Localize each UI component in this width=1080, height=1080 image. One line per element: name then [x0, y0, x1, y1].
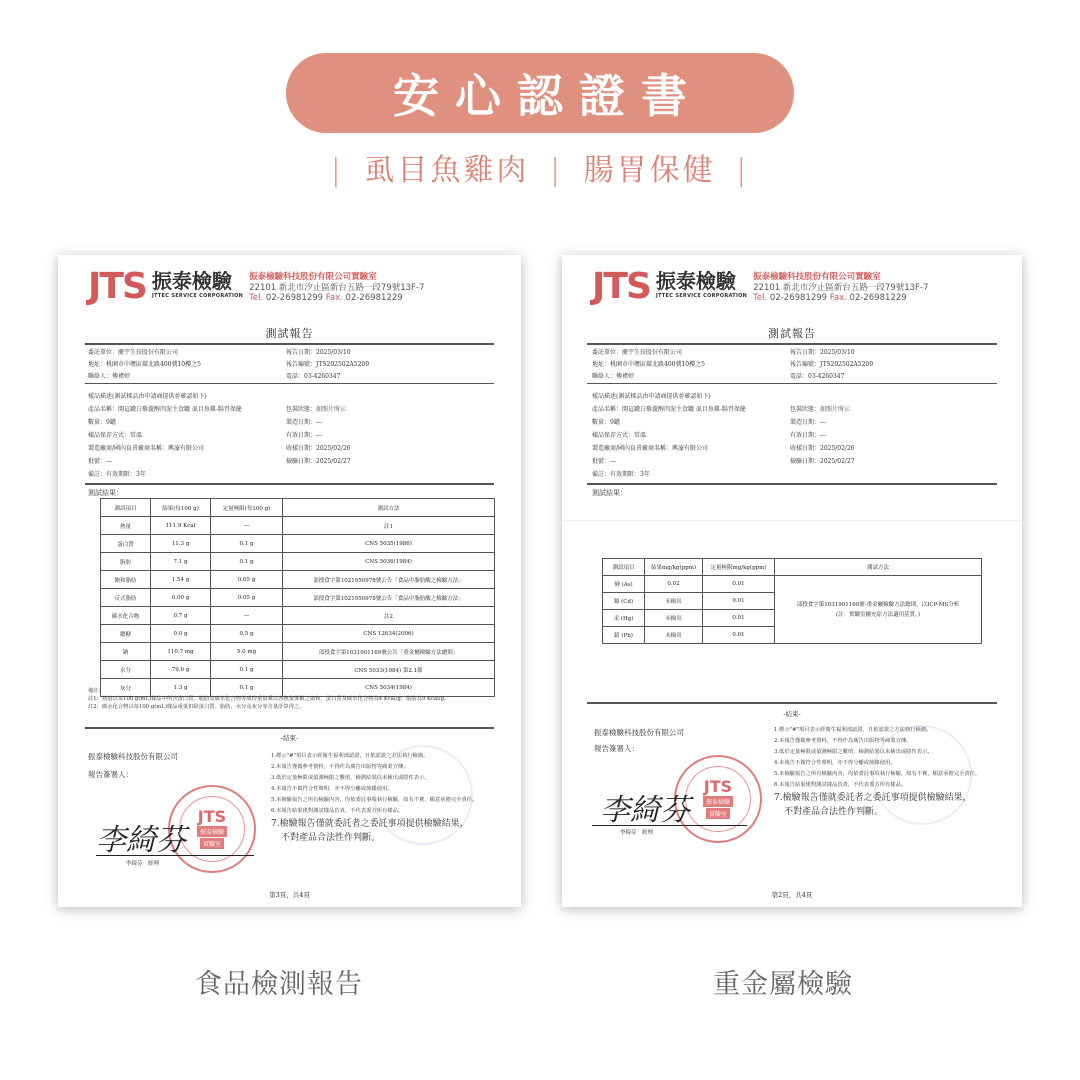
end-mark: -結束- [783, 710, 801, 718]
heavy-metal-results-table [602, 558, 982, 644]
results-heading: 測試結果： [592, 489, 627, 497]
table-row: 碳水化合物 0.7 g --- 註2 [101, 607, 495, 625]
remark-field: 備註：有效期限：3年 [88, 471, 146, 478]
received-date-field: 收樣日期：2025/02/26 [790, 445, 855, 452]
lab-company: 振泰檢驗科技股份有限公司實驗室 [249, 272, 377, 282]
report-date-field: 報告日期：2025/03/10 [790, 349, 855, 356]
client-field: 委託單位：慶宇生技股份有限公司 [88, 349, 179, 356]
test-date-field: 檢驗日期：2025/02/27 [790, 458, 855, 465]
divider [587, 383, 997, 384]
product-name-field: 產品名稱：開這罐白藜蘆醇肉泥主食罐 虱目魚雞-腸胃保健 [88, 406, 242, 413]
lab-letterhead [592, 266, 929, 307]
separator: | [549, 153, 564, 188]
manufacture-date-field: 製造日期：--- [286, 419, 323, 426]
expiry-date-field: 有效日期：--- [790, 432, 827, 439]
report-number-field: 報告編號：JTS202502A5209 [790, 361, 874, 368]
column-header: 測試方法 [775, 559, 982, 576]
lab-name-cn: 振泰檢驗 [151, 269, 232, 293]
table-row: 鈉 110.7 mg 5.0 mg 部授食字第1031901169號公告「重金屬檢驗方法總則」 [101, 643, 495, 661]
signer-name: 李綺芬 經理 [126, 861, 160, 867]
lab-name-en: JTTEC SERVICE CORPORATION [655, 293, 748, 299]
lab-company: 振泰檢驗科技股份有限公司實驗室 [753, 272, 881, 282]
signer-label: 報告簽署人： [88, 770, 133, 779]
table-row: 鎘 (Cd) 未檢出 0.01 [603, 593, 982, 610]
page-fold-line [562, 520, 1022, 521]
nutrition-results-table [100, 498, 495, 697]
subtitle-part-2: 腸胃保健 [583, 153, 716, 188]
heavy-metal-report-document [562, 255, 1022, 907]
jts-stamp-logo-icon: JTS [197, 807, 227, 826]
divider [587, 702, 997, 704]
phone-field: 電話：03-4260347 [286, 373, 341, 380]
table-row: 汞 (Hg) 未檢出 0.01 [603, 610, 982, 627]
table-row: 熱量 111.9 Kcal --- 註1 [101, 517, 495, 535]
column-header: 測試項目 [101, 499, 151, 517]
table-header-row [603, 559, 982, 576]
jts-logo-icon: JTS [88, 266, 146, 307]
heavy-metal-caption: 重金屬檢驗 [713, 969, 853, 1000]
table-row: 蛋白質 11.3 g 0.1 g CNS 5035(1986) [101, 535, 495, 553]
column-header: 結果mg/kg(ppm) [645, 559, 703, 576]
column-header: 結果(每100 g) [151, 499, 211, 517]
handwritten-signature: 李綺芬 [96, 823, 186, 858]
results-heading: 測試結果： [88, 489, 123, 497]
report-number-field: 報告編號：JTS202502A5209 [286, 361, 370, 368]
divider [85, 383, 494, 384]
storage-field: 樣品保存方式：常溫 [592, 432, 647, 439]
received-date-field: 收樣日期：2025/02/26 [286, 445, 351, 452]
column-header: 定量極限mg/kg(ppm) [703, 559, 775, 576]
manufacturer-field: 製造廠商/國內負責廠商名稱：興濠有限公司 [88, 445, 205, 452]
divider [85, 727, 494, 729]
lab-address: 22101 新北市汐止區新台五路一段79號13F-7 [753, 282, 929, 293]
lab-contact: Tel. 02-26981299 Fax. 02-26981229 [753, 293, 907, 303]
batch-field: 批號：--- [88, 458, 113, 465]
lab-letterhead [88, 266, 425, 307]
report-notes: 備註: 註1：熱量以每100 g(mL)樣品中所含蛋白質、脂肪及碳水化合物等成份重量乘以各熱量係數之總和，蛋白質及碳水化合物為4 Kcal/g；脂肪為9 Kcal/g。 註2：碳水化合物以每100 g(mL)樣品重量扣除蛋白質、脂肪、水分及灰分等含量計算得之。 [88, 688, 450, 710]
table-row: 脂肪 7.1 g 0.1 g CNS 5036(1984) [101, 553, 495, 571]
lab-name-en: JTTEC SERVICE CORPORATION [151, 293, 244, 299]
jts-logo-icon: JTS [592, 266, 650, 307]
disclaimer-list: 1.標示"#"項目表示經衛生福利部認證，且依認證之方法執行檢測。 2.本報告僅做參考資料，不得作為廣告出版物等商業宣傳。 3.低於定量極限或偵測極限之數值，檢測結果以未檢出或陰性表示。 4.本報告不做符合性聲明，亦不得分離或節錄使用。 5.本檢驗報告之所有檢驗內容，均依委託事項執行檢驗，如有不實，願意承擔完全責任。 6.本報告結果僅對測試樣品負責，不代表委方所有樣品。 7.檢驗報告僅就委託者之委託事項提供檢驗結果， 不對產品合法性作判斷。 [271, 753, 478, 843]
report-date-field: 報告日期：2025/03/10 [286, 349, 351, 356]
quantity-field: 數量：9罐 [592, 419, 620, 426]
lab-name-cn: 振泰檢驗 [655, 269, 736, 293]
manufacture-date-field: 製造日期：--- [790, 419, 827, 426]
subtitle-part-1: 虱目魚雞肉 [364, 153, 530, 188]
end-mark: -結束- [280, 734, 299, 742]
product-name-field: 產品名稱：開這罐白藜蘆醇肉泥主食罐 虱目魚雞-腸胃保健 [592, 406, 746, 413]
divider [85, 483, 494, 485]
column-header: 測試方法 [283, 499, 495, 517]
column-header: 測試項目 [603, 559, 645, 576]
jts-stamp-logo-icon: JTS [703, 777, 733, 796]
table-row: 飽和脂肪 1.54 g 0.05 g 部授食字第1021950978號公告「食品中脂肪酸之檢驗方法」 [101, 571, 495, 589]
divider [587, 483, 997, 485]
signer-label: 報告簽署人： [594, 744, 639, 753]
separator: | [736, 153, 750, 188]
table-row: 總糖 0.0 g 0.5 g CNS 12634(2006) [101, 625, 495, 643]
lab-seal-stamp: JTS 振泰檢驗 實驗室 [674, 755, 762, 843]
certificate-title-banner [286, 53, 794, 133]
packaging-field: 包裝狀態：如照片所示 [286, 406, 347, 413]
signature-line [96, 855, 254, 856]
table-row: 鉛 (Pb) 未檢出 0.01 [603, 627, 982, 644]
table-row: 砷 (As) 0.02 0.01 部授食字第1031901160號-重金屬檢驗方法總則，以ICP-MS分析 (註：實驗室擴充原方法適用基質。) [603, 576, 982, 593]
column-header: 定量極限(每100 g) [211, 499, 283, 517]
quantity-field: 數量：9罐 [88, 419, 116, 426]
lab-seal-stamp: JTS 振泰檢驗 實驗室 [168, 785, 256, 873]
test-method-cell: 部授食字第1031901160號-重金屬檢驗方法總則，以ICP-MS分析 (註：實驗室擴充原方法適用基質。) [775, 576, 982, 644]
disclaimer-list: 1.標示"#"項目表示經衛生福利部認證，且依認證之方法執行檢測。 2.本報告僅做參考資料，不得作為廣告出版物等商業宣傳。 3.低於定量極限或偵測極限之數值，檢測結果以未檢出或陰性表示。 4.本報告不做符合性聲明，亦不得分離或節錄使用。 5.本檢驗報告之所有檢驗內容，均依委託事項執行檢驗，如有不實，願意承擔完全責任。 6.本報告結果僅對測試樣品負責，不代表委方所有樣品。 7.檢驗報告僅就委託者之委託事項提供檢驗結果， 不對產品合法性作判斷。 [774, 727, 981, 817]
signature-line [592, 825, 747, 826]
table-row: 灰分 1.3 g 0.1 g CNS 5034(1984) [101, 679, 495, 697]
address-field: 地址：桃園市中壢區環北路400號10樓之5 [592, 361, 705, 368]
packaging-field: 包裝狀態：如照片所示 [790, 406, 851, 413]
contact-field: 聯絡人：傅禕婷 [592, 373, 635, 380]
report-title: 測試報告 [768, 327, 816, 340]
sample-heading: 樣品描述(測試樣品由申請商提供並確認如下) [88, 393, 207, 400]
signing-company: 振泰檢驗科技股份有限公司 [88, 752, 178, 761]
phone-field: 電話：03-4260347 [790, 373, 845, 380]
divider [85, 343, 494, 345]
expiry-date-field: 有效日期：--- [286, 432, 323, 439]
signing-company: 振泰檢驗科技股份有限公司 [594, 728, 684, 737]
contact-field: 聯絡人：傅禕婷 [88, 373, 131, 380]
separator: | [330, 153, 344, 188]
manufacturer-field: 製造廠商/國內負責廠商名稱：興濠有限公司 [592, 445, 709, 452]
lab-address: 22101 新北市汐止區新台五路一段79號13F-7 [249, 282, 425, 293]
remark-field: 備註：有效期限：3年 [592, 471, 650, 478]
signer-name: 李綺芬 經理 [620, 830, 654, 836]
sample-heading: 樣品描述(測試樣品由申請商提供並確認如下) [592, 393, 711, 400]
table-row: 反式脂肪 0.00 g 0.05 g 部授食字第1021950978號公告「食品中脂肪酸之檢驗方法」 [101, 589, 495, 607]
storage-field: 樣品保存方式：常溫 [88, 432, 143, 439]
food-test-report-document [58, 255, 521, 907]
page-number: 第3頁，共4頁 [269, 891, 310, 899]
product-subtitle [0, 145, 1080, 189]
table-header-row [101, 499, 495, 517]
food-report-caption: 食品檢測報告 [195, 969, 363, 1000]
client-field: 委託單位：慶宇生技股份有限公司 [592, 349, 683, 356]
report-title: 測試報告 [265, 327, 314, 340]
handwritten-signature: 李綺芬 [600, 793, 690, 828]
lab-contact: Tel. 02-26981299 Fax. 02-26981229 [249, 293, 403, 303]
address-field: 地址：桃園市中壢區環北路400號10樓之5 [88, 361, 201, 368]
certificate-title: 安心認證書 [393, 69, 703, 123]
test-date-field: 檢驗日期：2025/02/27 [286, 458, 351, 465]
batch-field: 批號：--- [592, 458, 617, 465]
table-row: 水分 79.6 g 0.1 g CNS 5033(1984) 第2.1節 [101, 661, 495, 679]
divider [587, 343, 997, 345]
page-number: 第2頁，共4頁 [771, 891, 813, 899]
